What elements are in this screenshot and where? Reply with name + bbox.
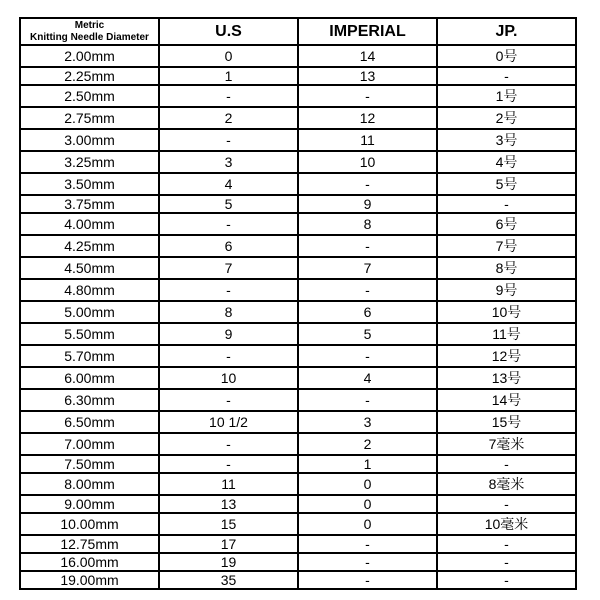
metric-cell: 16.00mm bbox=[20, 553, 159, 571]
metric-cell: 3.25mm bbox=[20, 151, 159, 173]
us-cell: - bbox=[159, 213, 298, 235]
header-row bbox=[20, 18, 576, 45]
col-header-jp: JP. bbox=[437, 18, 576, 45]
imperial-cell: 6 bbox=[298, 301, 437, 323]
metric-cell: 6.30mm bbox=[20, 389, 159, 411]
jp-cell: 6号 bbox=[437, 213, 576, 235]
imperial-cell: 3 bbox=[298, 411, 437, 433]
table-row bbox=[20, 279, 576, 301]
imperial-cell: - bbox=[298, 389, 437, 411]
us-cell: 10 bbox=[159, 367, 298, 389]
table-row bbox=[20, 213, 576, 235]
table-body bbox=[20, 45, 576, 589]
us-cell: 9 bbox=[159, 323, 298, 345]
metric-cell: 4.50mm bbox=[20, 257, 159, 279]
jp-cell: - bbox=[437, 195, 576, 213]
imperial-cell: 9 bbox=[298, 195, 437, 213]
jp-cell: 14号 bbox=[437, 389, 576, 411]
table-row bbox=[20, 473, 576, 495]
metric-cell: 4.80mm bbox=[20, 279, 159, 301]
us-cell: 35 bbox=[159, 571, 298, 589]
metric-cell: 2.00mm bbox=[20, 45, 159, 67]
table-row bbox=[20, 67, 576, 85]
table-row bbox=[20, 129, 576, 151]
table-row bbox=[20, 151, 576, 173]
table-row bbox=[20, 235, 576, 257]
metric-cell: 10.00mm bbox=[20, 513, 159, 535]
jp-cell: - bbox=[437, 535, 576, 553]
table-row bbox=[20, 455, 576, 473]
us-cell: - bbox=[159, 433, 298, 455]
metric-cell: 5.50mm bbox=[20, 323, 159, 345]
table-row bbox=[20, 345, 576, 367]
table-row bbox=[20, 553, 576, 571]
jp-cell: 8号 bbox=[437, 257, 576, 279]
us-cell: 7 bbox=[159, 257, 298, 279]
metric-cell: 5.00mm bbox=[20, 301, 159, 323]
metric-cell: 6.50mm bbox=[20, 411, 159, 433]
us-cell: 15 bbox=[159, 513, 298, 535]
jp-cell: - bbox=[437, 455, 576, 473]
imperial-cell: 12 bbox=[298, 107, 437, 129]
table-row bbox=[20, 513, 576, 535]
col-header-metric-line1: Metric bbox=[74, 19, 105, 31]
metric-cell: 8.00mm bbox=[20, 473, 159, 495]
metric-cell: 4.00mm bbox=[20, 213, 159, 235]
metric-cell: 3.00mm bbox=[20, 129, 159, 151]
us-cell: - bbox=[159, 85, 298, 107]
col-header-metric-line2: Knitting Needle Diameter bbox=[30, 31, 149, 43]
table-row bbox=[20, 195, 576, 213]
jp-cell: - bbox=[437, 495, 576, 513]
us-cell: 5 bbox=[159, 195, 298, 213]
us-cell: 11 bbox=[159, 473, 298, 495]
imperial-cell: 2 bbox=[298, 433, 437, 455]
imperial-cell: 7 bbox=[298, 257, 437, 279]
imperial-cell: 14 bbox=[298, 45, 437, 67]
imperial-cell: - bbox=[298, 535, 437, 553]
metric-cell: 12.75mm bbox=[20, 535, 159, 553]
jp-cell: - bbox=[437, 553, 576, 571]
metric-cell: 19.00mm bbox=[20, 571, 159, 589]
jp-cell: 3号 bbox=[437, 129, 576, 151]
metric-cell: 3.50mm bbox=[20, 173, 159, 195]
us-cell: - bbox=[159, 129, 298, 151]
table-row bbox=[20, 257, 576, 279]
metric-cell: 6.00mm bbox=[20, 367, 159, 389]
imperial-cell: - bbox=[298, 173, 437, 195]
jp-cell: 2号 bbox=[437, 107, 576, 129]
jp-cell: - bbox=[437, 67, 576, 85]
metric-cell: 7.50mm bbox=[20, 455, 159, 473]
jp-cell: 5号 bbox=[437, 173, 576, 195]
jp-cell: 12号 bbox=[437, 345, 576, 367]
imperial-cell: - bbox=[298, 553, 437, 571]
imperial-cell: - bbox=[298, 571, 437, 589]
metric-cell: 5.70mm bbox=[20, 345, 159, 367]
table-row bbox=[20, 173, 576, 195]
metric-cell: 2.50mm bbox=[20, 85, 159, 107]
imperial-cell: 10 bbox=[298, 151, 437, 173]
table-row bbox=[20, 411, 576, 433]
jp-cell: 7号 bbox=[437, 235, 576, 257]
jp-cell: 10号 bbox=[437, 301, 576, 323]
table-row bbox=[20, 571, 576, 589]
metric-cell: 2.75mm bbox=[20, 107, 159, 129]
us-cell: - bbox=[159, 279, 298, 301]
metric-cell: 3.75mm bbox=[20, 195, 159, 213]
us-cell: 3 bbox=[159, 151, 298, 173]
jp-cell: 7毫米 bbox=[437, 433, 576, 455]
us-cell: 19 bbox=[159, 553, 298, 571]
us-cell: - bbox=[159, 389, 298, 411]
table-row bbox=[20, 85, 576, 107]
imperial-cell: 0 bbox=[298, 513, 437, 535]
imperial-cell: 0 bbox=[298, 495, 437, 513]
jp-cell: 4号 bbox=[437, 151, 576, 173]
metric-cell: 9.00mm bbox=[20, 495, 159, 513]
table-row bbox=[20, 433, 576, 455]
us-cell: 8 bbox=[159, 301, 298, 323]
imperial-cell: 8 bbox=[298, 213, 437, 235]
us-cell: 0 bbox=[159, 45, 298, 67]
needle-size-conversion-table bbox=[19, 17, 577, 590]
imperial-cell: 13 bbox=[298, 67, 437, 85]
table-row bbox=[20, 323, 576, 345]
us-cell: - bbox=[159, 345, 298, 367]
table-row bbox=[20, 367, 576, 389]
table-row bbox=[20, 389, 576, 411]
jp-cell: - bbox=[437, 571, 576, 589]
metric-cell: 7.00mm bbox=[20, 433, 159, 455]
table-row bbox=[20, 301, 576, 323]
jp-cell: 9号 bbox=[437, 279, 576, 301]
col-header-imperial: IMPERIAL bbox=[298, 18, 437, 45]
us-cell: 4 bbox=[159, 173, 298, 195]
jp-cell: 15号 bbox=[437, 411, 576, 433]
jp-cell: 11号 bbox=[437, 323, 576, 345]
imperial-cell: 1 bbox=[298, 455, 437, 473]
table-row bbox=[20, 45, 576, 67]
us-cell: 17 bbox=[159, 535, 298, 553]
jp-cell: 0号 bbox=[437, 45, 576, 67]
us-cell: 2 bbox=[159, 107, 298, 129]
imperial-cell: - bbox=[298, 345, 437, 367]
jp-cell: 1号 bbox=[437, 85, 576, 107]
us-cell: - bbox=[159, 455, 298, 473]
jp-cell: 8毫米 bbox=[437, 473, 576, 495]
imperial-cell: 0 bbox=[298, 473, 437, 495]
table-row bbox=[20, 535, 576, 553]
metric-cell: 4.25mm bbox=[20, 235, 159, 257]
us-cell: 10 1/2 bbox=[159, 411, 298, 433]
metric-cell: 2.25mm bbox=[20, 67, 159, 85]
imperial-cell: 5 bbox=[298, 323, 437, 345]
jp-cell: 10毫米 bbox=[437, 513, 576, 535]
us-cell: 13 bbox=[159, 495, 298, 513]
col-header-us: U.S bbox=[159, 18, 298, 45]
table-row bbox=[20, 107, 576, 129]
us-cell: 1 bbox=[159, 67, 298, 85]
imperial-cell: - bbox=[298, 235, 437, 257]
col-header-metric bbox=[20, 18, 159, 45]
imperial-cell: - bbox=[298, 279, 437, 301]
table-row bbox=[20, 495, 576, 513]
imperial-cell: - bbox=[298, 85, 437, 107]
us-cell: 6 bbox=[159, 235, 298, 257]
imperial-cell: 4 bbox=[298, 367, 437, 389]
imperial-cell: 11 bbox=[298, 129, 437, 151]
jp-cell: 13号 bbox=[437, 367, 576, 389]
